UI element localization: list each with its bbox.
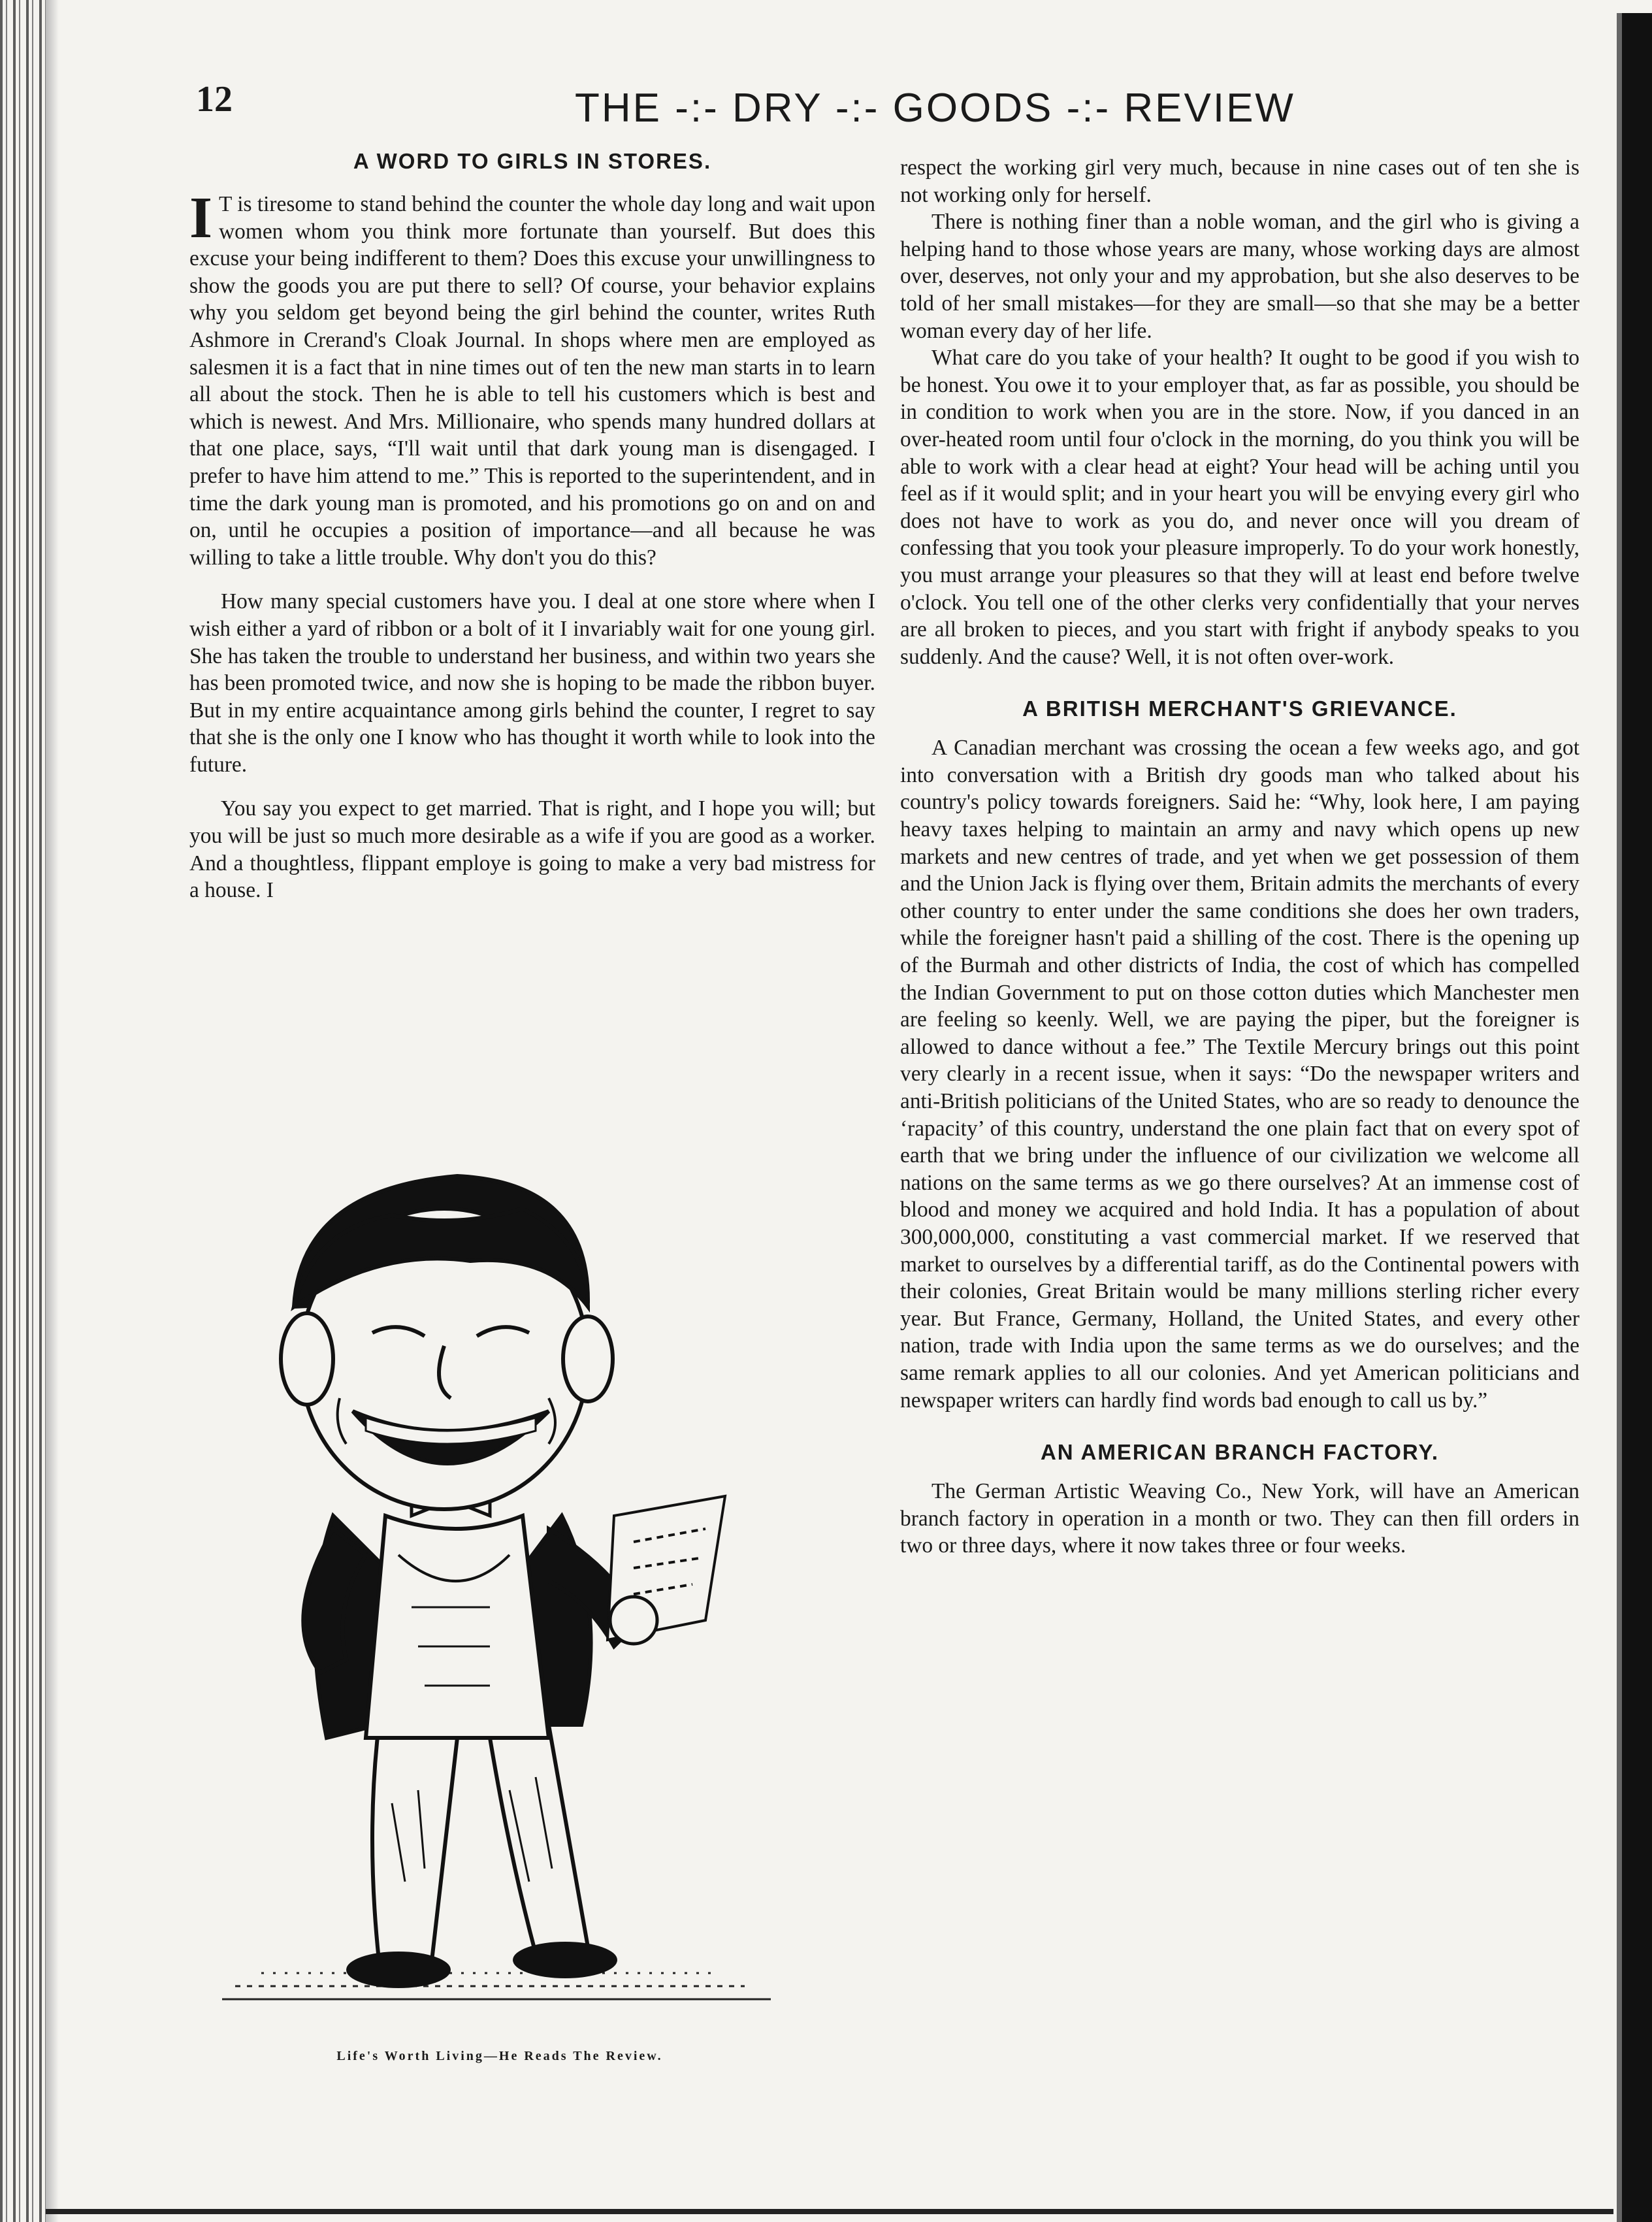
hand (610, 1597, 657, 1644)
article-title-british-merchant: A BRITISH MERCHANT'S GRIEVANCE. (1022, 696, 1457, 721)
legs (372, 1725, 588, 1967)
article-body-british-merchant (900, 734, 1579, 1414)
left-column (189, 149, 875, 904)
cartoon-illustration (183, 1150, 817, 2025)
drop-cap: I (189, 186, 213, 250)
scan-binding-edge-right (1622, 13, 1652, 2222)
scan-binding-shadow-right (1617, 13, 1622, 2222)
article-body-american-factory (900, 1478, 1579, 1560)
article-paragraph: A Canadian merchant was crossing the ocean a few weeks ago, and got into conversation with a British dry goods man who talked about his country's policy towards foreigners. Said he: “Why, look here, I am paying heavy taxes helping to maintain an army and navy which opens up new markets and new centres of trade, and yet when we get possession of them and the Union Jack is flying over them, Britain admits the merchants of every other country to enter under the same conditions she does her own traders, while the foreigner hasn't paid a shilling of the cost. There is the opening up of the Burmah and other districts of India, the cost of which has compelled the Indian Government to put on those cotton duties which Manchester men are feeling so keenly. Well, we are paying the piper, but the foreigner is allowed to dance without a fee.” The Textile Mercury brings out this point very clearly in a recent issue, when it says: “Do the newspaper writers and anti-British politicians of the United States, who are so ready to denounce the ‘rapacity’ of this country, understand the one plain fact that on every spot of earth that we bring under the influence of our civilization we welcome all nations on the same terms as we go there ourselves? At an immense cost of blood and money we acquired and hold India. It has a population of about 300,000,000, constituting a vast commercial market. If we reserved that market to ourselves by a differential tariff, as do the Continental powers with their colonies, Great Britain would be many millions sterling richer every year. But France, Germany, Holland, the United States, and every other nation, trade with India upon the same terms as we do ourselves; and the same remark applies to all our colonies. And yet American politicians and newspaper writers can hardly find words bad enough to call us by.” (900, 736, 1579, 1413)
article-paragraph: How many special customers have you. I deal at one store where when I wish either a yard of ribbon or a bolt of it I invariably wait for one young girl. She has taken the trouble to understand her business, and within two years she has been promoted twice, and now she is hoping to be made the ribbon buyer. But in my entire acquaintance among girls behind the counter, I regret to say that she is the only one I know who has thought it worth while to look into the future. (189, 589, 875, 777)
bottom-rule (46, 2209, 1613, 2214)
head (281, 1176, 613, 1509)
article-paragraph: respect the working girl very much, because in nine cases out of ten she is not working only for herself. (900, 155, 1579, 207)
scan-binding-shadow (46, 0, 59, 2222)
article-paragraph: What care do you take of your health? It ought to be good if you wish to be honest. You owe it to your employer that, as far as possible, you should be in condition to work when you are in the store. Now, if you danced in an over-heated room until four o'clock in the morning, do you think you will be able to work with a clear head at eight? Your head will be aching until you feel as if it would split; and in your heart you will be envying every girl who does not have to work as you do, and never once will you dream of confessing that you took your pleasure improperly. To do your work honestly, you must arrange your pleasures so that they will at least end before twelve o'clock. You tell one of the other clerks very confidentially that your nerves are all broken to pieces, and you start with fright if anybody speaks to you suddenly. And the cause? Well, it is not often over-work. (900, 346, 1579, 669)
article-paragraph: The German Artistic Weaving Co., New York, will have an American branch factory in operation in a month or two. They can then fill orders in two or three days, where it now takes three or four weeks. (900, 1479, 1579, 1558)
article-paragraph: I T is tiresome to stand behind the counter the whole day long and wait upon women whom you think more fortunate than yourself. But does this excuse your being indifferent to them? Does this excuse your unwillingness to show the goods you are put there to sell? Of course, your behavior explains why you seldom get beyond being the girl behind the counter, writes Ruth Ashmore in Crerand's Cloak Journal. In shops where men are employed as salesmen it is a fact that in nine times out of ten the new man starts in to learn all about the stock. Then he is able to tell his customers which is best and which is newest. And Mrs. Millionaire, who spends many hundred dollars at that one place, says, “I'll wait until that dark young man is disengaged. I prefer to have him attend to me.” This is reported to the superintendent, and in time the dark young man is promoted, and his promotions go on and on and on, until he occupies a position of importance—and all because he was willing to take a little trouble. Why don't you do this? (189, 186, 875, 570)
running-head: THE -:- DRY -:- GOODS -:- REVIEW (575, 86, 1295, 131)
illustration-caption: Life's Worth Living—He Reads The Review. (336, 2049, 663, 2063)
scan-binding-edge-left (0, 0, 46, 2222)
article-title-girls-in-stores: A WORD TO GIRLS IN STORES. (353, 149, 712, 173)
article-body-continued (900, 154, 1579, 670)
article-paragraph: There is nothing finer than a noble woman, and the girl who is giving a helping hand to those whose years are many, whose working days are almost over, deserves, not only your and my approbation, but she also deserves to be told of her small mistakes—for they are small—so that she may be a better woman every day of her life. (900, 210, 1579, 343)
right-column (900, 154, 1579, 1560)
article-body-girls-in-stores (189, 186, 875, 904)
article-title-american-factory: AN AMERICAN BRANCH FACTORY. (1040, 1440, 1440, 1465)
page-number: 12 (196, 79, 233, 120)
floor-shading (222, 1973, 771, 1999)
article-paragraph: You say you expect to get married. That is right, and I hope you will; but you will be just so much more desirable as a wife if you are good as a worker. And a thoughtless, flippant employe is going to make a very bad mistress for a house. I (189, 796, 875, 903)
